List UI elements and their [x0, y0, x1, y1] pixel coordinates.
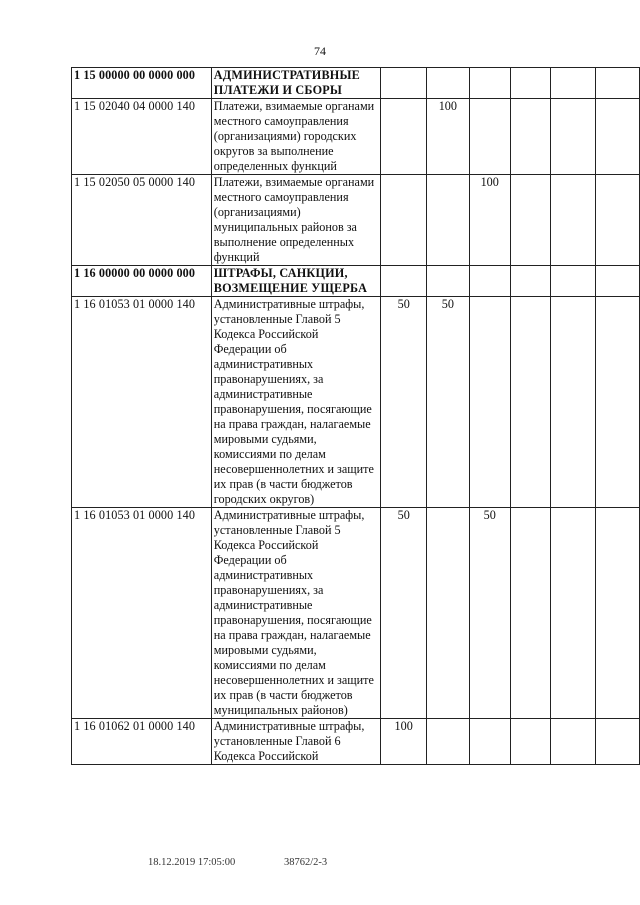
table-row — [72, 99, 640, 175]
value-cell-6 — [596, 719, 640, 765]
budget-table — [71, 67, 640, 765]
value-cell-3 — [469, 297, 510, 508]
value-cell-5 — [550, 99, 595, 175]
value-cell-2: 50 — [427, 297, 469, 508]
table-row — [72, 719, 640, 765]
value-cell-1 — [381, 68, 427, 99]
value-cell-2 — [427, 266, 469, 297]
budget-code-cell: 1 16 01053 01 0000 140 — [72, 508, 212, 719]
value-cell-1 — [381, 99, 427, 175]
value-cell-4 — [510, 719, 550, 765]
budget-code-cell: 1 15 00000 00 0000 000 — [72, 68, 212, 99]
budget-code-cell: 1 15 02050 05 0000 140 — [72, 175, 212, 266]
page-number: 74 — [314, 44, 326, 58]
value-cell-3: 50 — [469, 508, 510, 719]
value-cell-3 — [469, 68, 510, 99]
item-name-cell: Административные штрафы, установленные Главой 5 Кодекса Российской Федерации об административных правонарушениях, за административные правонарушения, посягающие на права граждан, налагаемые мировыми судьями, комиссиями по делам несовершеннолетних и защите их прав (в части бюджетов муниципальных районов) — [211, 508, 380, 719]
value-cell-6 — [596, 99, 640, 175]
table-body — [72, 68, 640, 765]
value-cell-3: 100 — [469, 175, 510, 266]
value-cell-5 — [550, 68, 595, 99]
value-cell-3 — [469, 266, 510, 297]
budget-code-cell: 1 16 00000 00 0000 000 — [72, 266, 212, 297]
table-row — [72, 68, 640, 99]
budget-code-cell: 1 16 01062 01 0000 140 — [72, 719, 212, 765]
item-name-cell: АДМИНИСТРАТИВНЫЕ ПЛАТЕЖИ И СБОРЫ — [211, 68, 380, 99]
value-cell-2 — [427, 508, 469, 719]
budget-code-cell: 1 16 01053 01 0000 140 — [72, 297, 212, 508]
value-cell-1: 50 — [381, 508, 427, 719]
value-cell-5 — [550, 175, 595, 266]
value-cell-1: 50 — [381, 297, 427, 508]
value-cell-1 — [381, 266, 427, 297]
footer-doc-number: 38762/2-3 — [284, 857, 328, 868]
table-row — [72, 266, 640, 297]
value-cell-2 — [427, 719, 469, 765]
value-cell-4 — [510, 297, 550, 508]
value-cell-2 — [427, 68, 469, 99]
value-cell-6 — [596, 266, 640, 297]
footer-datetime: 18.12.2019 17:05:00 — [148, 857, 236, 868]
item-name-cell: ШТРАФЫ, САНКЦИИ, ВОЗМЕЩЕНИЕ УЩЕРБА — [211, 266, 380, 297]
value-cell-1 — [381, 175, 427, 266]
value-cell-2: 100 — [427, 99, 469, 175]
value-cell-4 — [510, 175, 550, 266]
value-cell-3 — [469, 99, 510, 175]
table-row — [72, 297, 640, 508]
value-cell-6 — [596, 297, 640, 508]
value-cell-4 — [510, 508, 550, 719]
value-cell-5 — [550, 719, 595, 765]
item-name-cell: Административные штрафы, установленные Главой 5 Кодекса Российской Федерации об административных правонарушениях, за административные правонарушения, посягающие на права граждан, налагаемые мировыми судьями, комиссиями по делам несовершеннолетних и защите их прав (в части бюджетов городских округов) — [211, 297, 380, 508]
item-name-cell: Платежи, взимаемые органами местного самоуправления (организациями) муниципальных районов за выполнение определенных функций — [211, 175, 380, 266]
value-cell-5 — [550, 508, 595, 719]
item-name-cell: Платежи, взимаемые органами местного самоуправления (организациями) городских округов за выполнение определенных функций — [211, 99, 380, 175]
value-cell-5 — [550, 297, 595, 508]
value-cell-2 — [427, 175, 469, 266]
value-cell-4 — [510, 99, 550, 175]
table-row — [72, 508, 640, 719]
value-cell-4 — [510, 68, 550, 99]
value-cell-6 — [596, 175, 640, 266]
value-cell-1: 100 — [381, 719, 427, 765]
value-cell-6 — [596, 68, 640, 99]
value-cell-3 — [469, 719, 510, 765]
budget-code-cell: 1 15 02040 04 0000 140 — [72, 99, 212, 175]
value-cell-5 — [550, 266, 595, 297]
item-name-cell: Административные штрафы, установленные Главой 6 Кодекса Российской — [211, 719, 380, 765]
value-cell-4 — [510, 266, 550, 297]
value-cell-6 — [596, 508, 640, 719]
table-row — [72, 175, 640, 266]
